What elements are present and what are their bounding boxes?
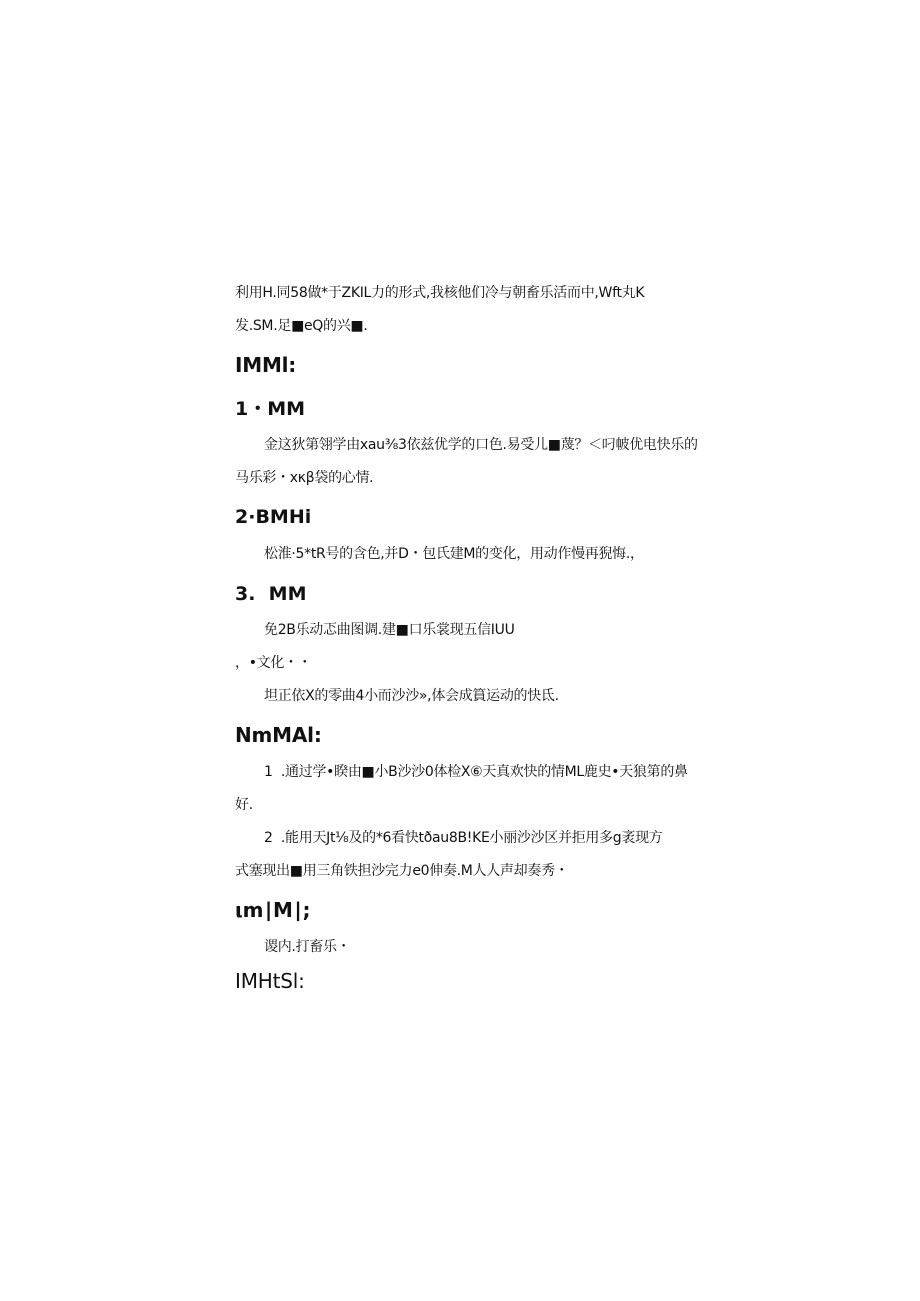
item-3-line-2: ，•文化・・ [235, 655, 312, 671]
item-title-2: 2·BMHi [235, 506, 312, 528]
section-heading-4: IMHtSl: [235, 969, 305, 993]
section-heading-2: NmMAl: [235, 723, 322, 747]
objective-1-line-1: 1 .通过学•睽由■小B沙沙0体检X⑥天真欢快的情ML鹿史•天狼第的鼻 [264, 764, 688, 780]
item-title-1: 1・MM [235, 398, 306, 420]
section-heading-1: IMMl: [235, 353, 297, 377]
item-2-line-1: 松淮·5*tR号的含色,并D・包氏建M的变化，用动作慢再猊悔.， [264, 546, 644, 562]
intro-line-1: 利用H.同58做*于ZKIL力的形式,我核他们冷与朝畜乐活而中,Wft丸K [235, 285, 645, 301]
item-title-3: 3. MM [235, 583, 307, 605]
item-3-line-1: 免2B乐动忑曲图调.建■口乐裳现五信IUU [264, 622, 515, 638]
objective-2-line-2: 式塞现出■用三角铁担沙完力e0伸奏.M人人声却奏秀・ [235, 863, 569, 879]
intro-line-2: 发.SM.足■eQ的兴■. [235, 318, 368, 334]
section-heading-3: ιm∣M∣; [235, 898, 311, 922]
item-1-line-1: 金这狄第翎学由xau⅜3依兹优学的口色.易受儿■蔑？＜叼帔优电快乐的 [264, 437, 698, 453]
objective-2-line-1: 2 .能用天Jt⅛及的*6看快tðau8B!KE小丽沙沙区并拒用多g袤现方 [264, 830, 663, 846]
item-1-line-2: 马乐彩・xκβ袋的心情. [235, 470, 374, 486]
objective-1-line-2: 好. [235, 797, 253, 813]
item-3-line-3: 坦正依X的零曲4小而沙沙»,体会成篔运动的快氐. [264, 688, 559, 704]
section-3-line-1: 谡内.打畜乐・ [264, 939, 351, 955]
